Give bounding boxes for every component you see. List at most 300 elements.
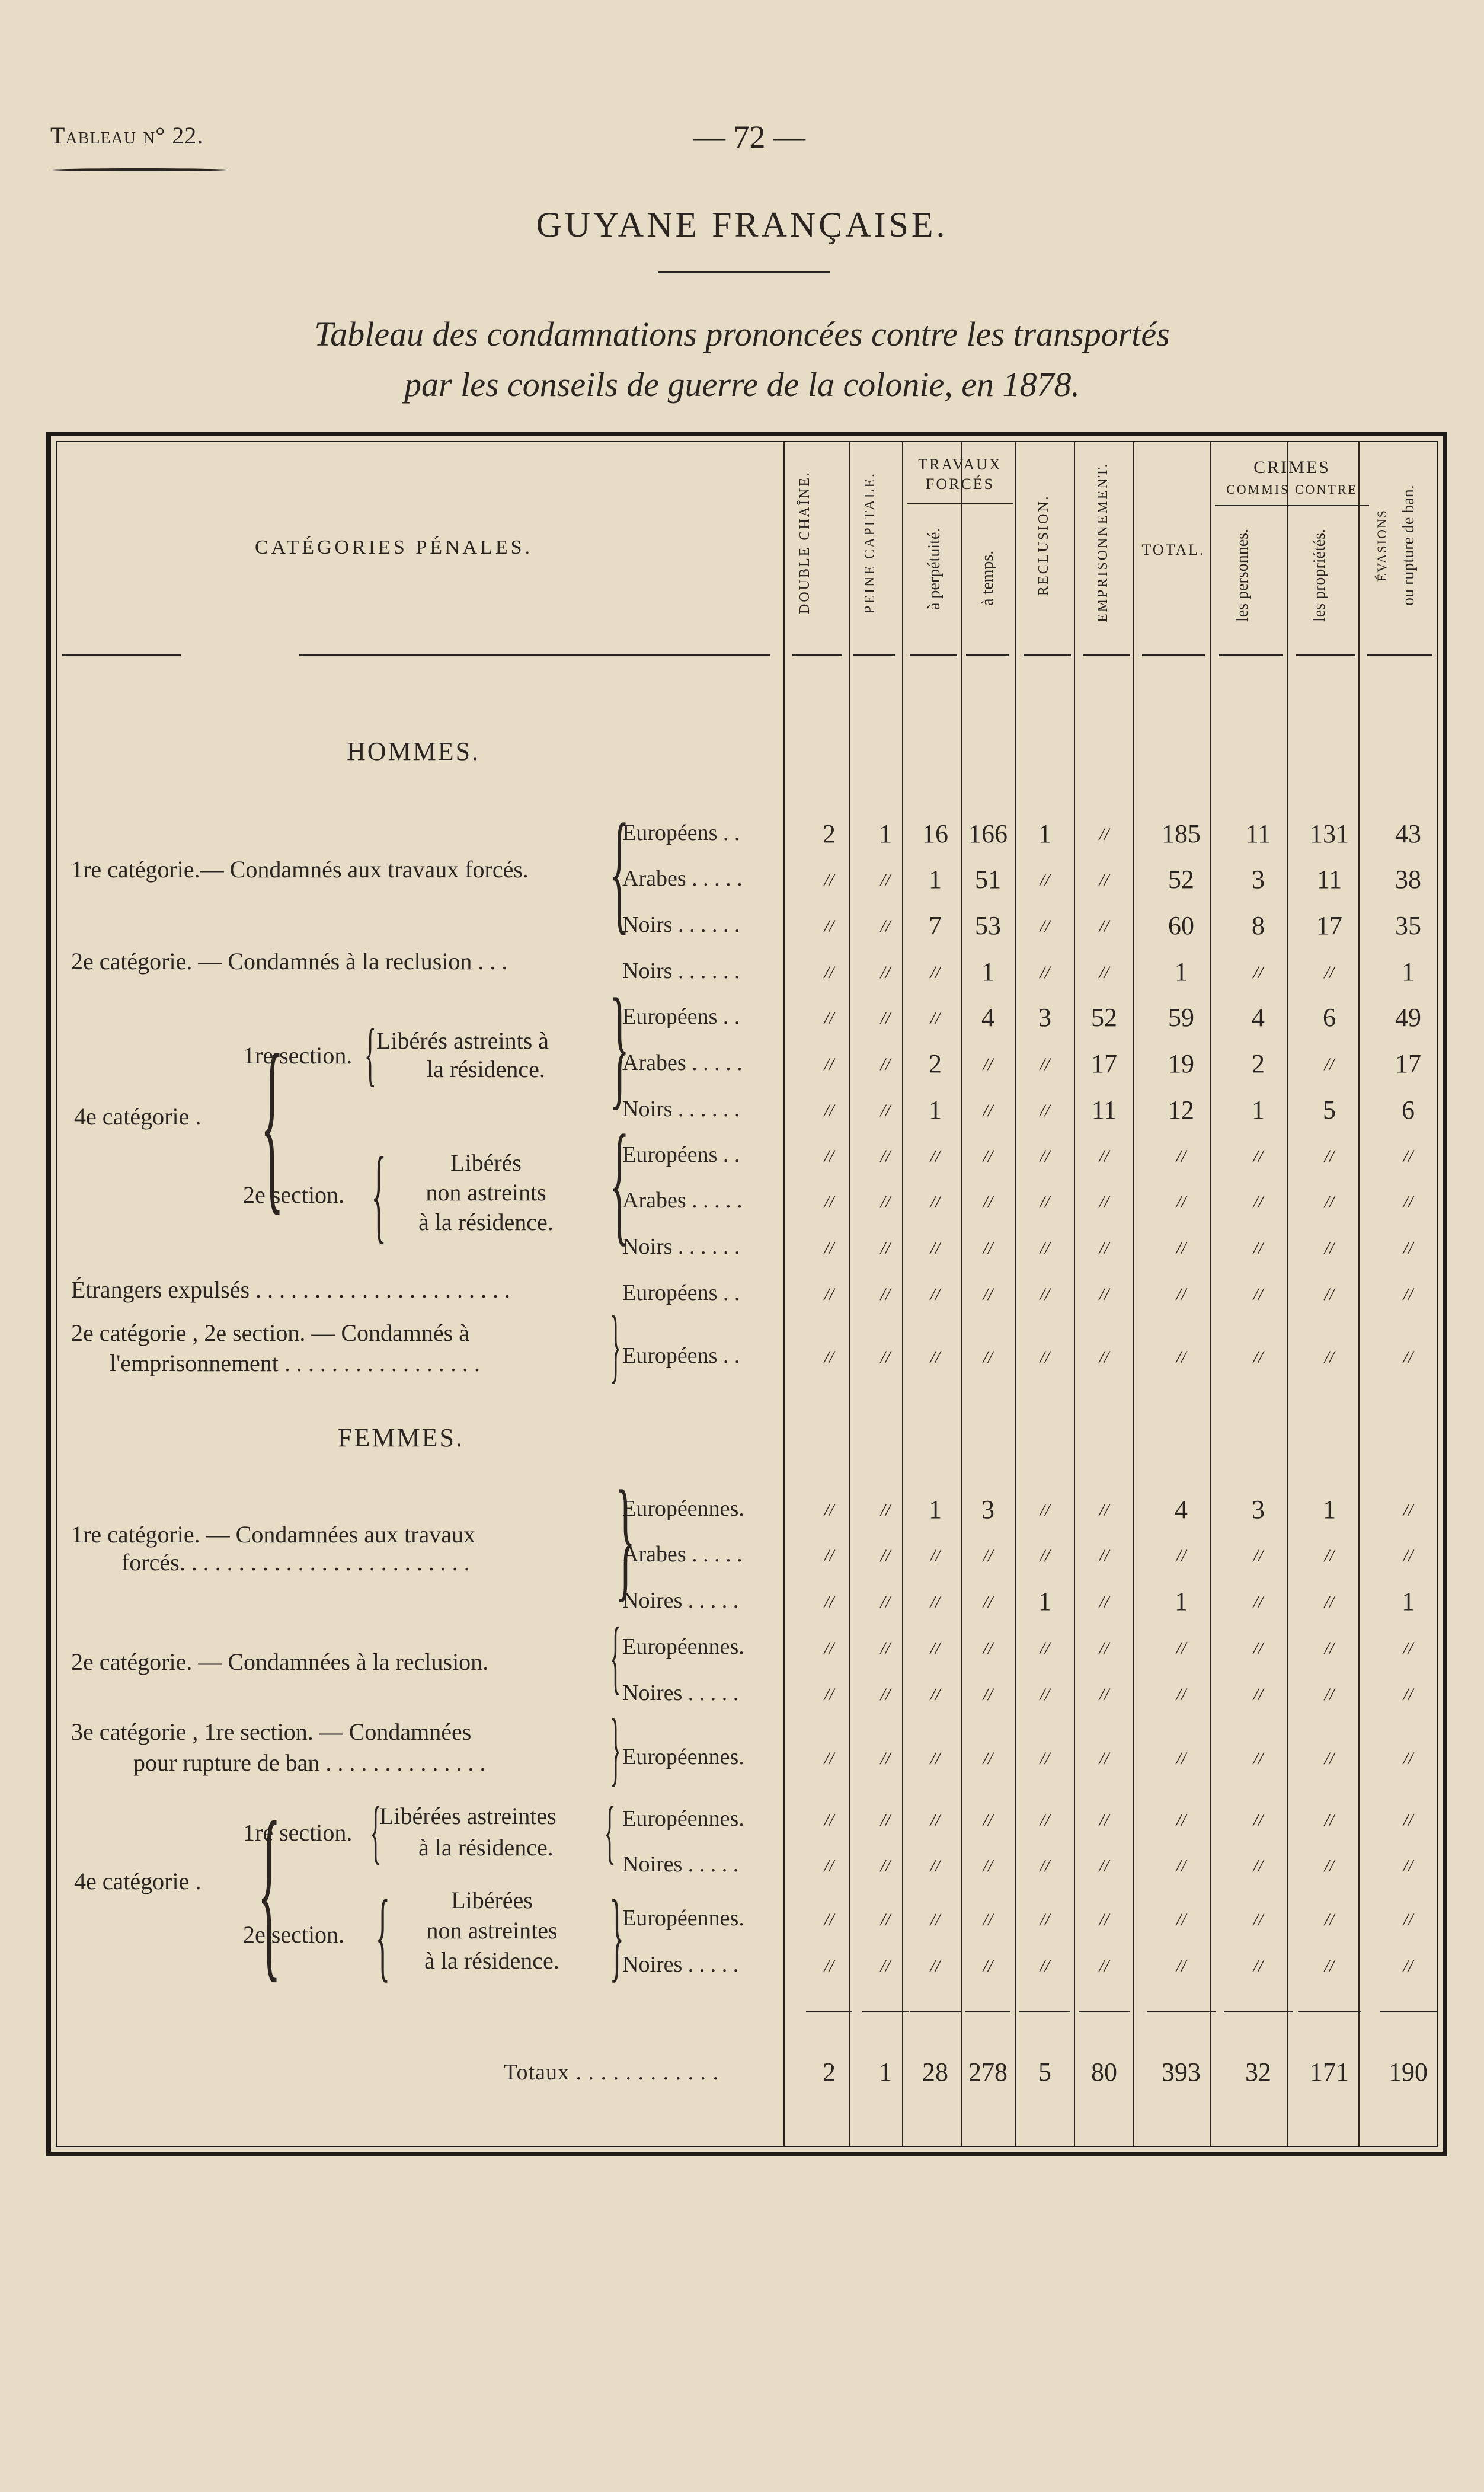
table-cell: // — [983, 1638, 993, 1658]
table-cell: 3 — [1038, 1003, 1051, 1032]
totaux-label: Totaux . . . . . . . . . . . . — [504, 2060, 719, 2085]
row-ethnicity: Noires . . . . . — [622, 1588, 739, 1613]
table-cell: // — [1324, 1192, 1335, 1212]
table-cell: 43 — [1395, 819, 1421, 848]
table-cell: // — [824, 1055, 834, 1074]
table-cell: // — [1403, 1749, 1413, 1768]
table-cell: 6 — [1402, 1095, 1415, 1124]
table-cell: // — [1176, 1285, 1186, 1304]
table-cell: // — [880, 963, 891, 982]
header-total: TOTAL. — [1141, 541, 1205, 558]
table-cell: // — [1176, 1749, 1186, 1768]
table-cell: // — [1253, 1956, 1264, 1976]
table-cell: // — [880, 1146, 891, 1166]
f-categorie-4: 4e catégorie . — [74, 1868, 202, 1894]
table-cell: // — [1324, 1146, 1335, 1166]
table-cell: 4 — [1175, 1495, 1188, 1524]
table-cell: 3 — [1252, 1495, 1265, 1524]
header-double-chaine: DOUBLE CHAÎNE. — [797, 471, 813, 614]
table-cell: // — [1040, 1055, 1050, 1074]
table-cell: // — [880, 1638, 891, 1658]
table-cell: // — [1040, 963, 1050, 982]
table-cell: 185 — [1162, 819, 1201, 848]
table-cell: // — [1176, 1347, 1186, 1367]
h-categorie-2-section-2: 2e catégorie , 2e section. — Condamnés à — [71, 1320, 469, 1346]
header-separator — [1296, 654, 1355, 656]
table-cell: // — [880, 1347, 891, 1367]
table-cell: // — [1403, 1810, 1413, 1830]
brace: { — [371, 1135, 387, 1253]
row-ethnicity: Noirs . . . . . . — [622, 1097, 740, 1122]
table-cell: // — [880, 1192, 891, 1212]
table-cell: // — [824, 1592, 834, 1612]
table-cell: // — [1403, 1285, 1413, 1304]
h-categorie-2: 2e catégorie. — Condamnés à la reclusion . . . — [71, 948, 508, 975]
totals-rule — [1147, 2011, 1216, 2012]
table-cell: // — [1403, 1910, 1413, 1929]
table-cell: 1 — [1175, 1587, 1188, 1616]
header-separator — [966, 654, 1009, 656]
table-cell: 11 — [1316, 865, 1342, 894]
table-cell: // — [824, 1956, 834, 1976]
table-cell: // — [880, 1956, 891, 1976]
table-cell: // — [1040, 1910, 1050, 1929]
table-cell: // — [824, 963, 834, 982]
header-crimes: CRIMES — [1253, 458, 1331, 477]
table-cell: // — [1403, 1856, 1413, 1876]
table-cell: 1 — [1323, 1495, 1336, 1524]
h-etrangers-expulses: Étrangers expulsés . . . . . . . . . . . . . . . . . . . . . . — [71, 1276, 511, 1303]
table-cell: // — [930, 1856, 941, 1876]
row-ethnicity: Noirs . . . . . . — [622, 912, 740, 937]
table-cell: // — [930, 1546, 941, 1566]
table-cell: // — [1099, 1146, 1109, 1166]
table-cell: 52 — [1168, 865, 1194, 894]
header-commis-contre: COMMIS CONTRE — [1226, 482, 1358, 497]
row-ethnicity: Européens . . — [622, 1280, 740, 1305]
table-cell: // — [1253, 963, 1264, 982]
table-cell: // — [983, 1146, 993, 1166]
table-cell: // — [1176, 1146, 1186, 1166]
totals-rule — [1019, 2011, 1070, 2012]
row-ethnicity: Noirs . . . . . . — [622, 1234, 740, 1259]
row-ethnicity: Européens . . — [622, 1343, 740, 1368]
table-cell: // — [1324, 1546, 1335, 1566]
table-cell: // — [880, 1856, 891, 1876]
table-cell: 1 — [1402, 957, 1415, 986]
table-cell: // — [1324, 1856, 1335, 1876]
f-categorie-3: pour rupture de ban . . . . . . . . . . . . . . — [133, 1749, 486, 1776]
table-cell: // — [824, 1008, 834, 1028]
totals-rule — [806, 2011, 852, 2012]
table-cell: // — [983, 1956, 993, 1976]
table-cell: // — [1040, 1810, 1050, 1830]
table-cell: // — [1403, 1347, 1413, 1367]
table-cell: 1 — [1038, 1587, 1051, 1616]
table-cell: // — [880, 1101, 891, 1120]
table-cell: // — [1403, 1685, 1413, 1704]
table-cell: // — [1324, 1285, 1335, 1304]
table-cell: // — [1099, 1685, 1109, 1704]
table-cell: // — [1324, 1638, 1335, 1658]
table-cell: // — [1324, 1055, 1335, 1074]
brace: { — [603, 1792, 616, 1871]
table-cell: // — [824, 1285, 834, 1304]
table-cell: 11 — [1091, 1095, 1117, 1124]
table-cell: // — [1099, 1347, 1109, 1367]
table-cell: // — [1253, 1749, 1264, 1768]
total-cell: 28 — [922, 2058, 948, 2087]
table-cell: // — [824, 1347, 834, 1367]
h-section-1-desc: Libérés astreints à — [376, 1027, 549, 1054]
total-cell: 190 — [1389, 2058, 1428, 2087]
row-ethnicity: Arabes . . . . . — [622, 1188, 743, 1213]
brace: { — [260, 1015, 284, 1231]
table-cell: // — [880, 1910, 891, 1929]
table-cell: // — [983, 1347, 993, 1367]
table-cell: // — [1099, 870, 1109, 890]
table-cell: // — [1099, 963, 1109, 982]
header-separator — [1367, 654, 1432, 656]
table-cell: // — [1324, 963, 1335, 982]
h-categorie-2-section-2: l'emprisonnement . . . . . . . . . . . . . . . . . — [110, 1350, 480, 1376]
table-cell: // — [1040, 1347, 1050, 1367]
column-rule — [783, 442, 785, 2146]
h-section-2-desc: Libérés — [450, 1149, 522, 1176]
table-cell: // — [1040, 870, 1050, 890]
table-cell: 11 — [1245, 819, 1271, 848]
brace: } — [609, 1299, 622, 1391]
table-cell: // — [1099, 1910, 1109, 1929]
f-categorie-1: 1re catégorie. — Condamnées aux travaux — [71, 1521, 475, 1548]
table-cell: // — [1040, 1238, 1050, 1258]
f-section-1: 1re section. — [243, 1819, 353, 1846]
table-cell: // — [1253, 1592, 1264, 1612]
table-cell: // — [880, 1238, 891, 1258]
totals-rule — [1224, 2011, 1293, 2012]
table-cell: 35 — [1395, 911, 1421, 940]
total-cell: 1 — [879, 2058, 892, 2087]
table-cell: // — [1324, 1685, 1335, 1704]
table-cell: 1 — [929, 865, 942, 894]
table-cell: 1 — [1402, 1587, 1415, 1616]
brace: { — [257, 1782, 282, 1999]
table-cell: // — [1040, 1749, 1050, 1768]
row-ethnicity: Noires . . . . . — [622, 1852, 739, 1877]
table-cell: 1 — [1252, 1095, 1265, 1124]
table-cell: // — [1040, 1856, 1050, 1876]
row-ethnicity: Arabes . . . . . — [622, 866, 743, 891]
total-cell: 32 — [1245, 2058, 1271, 2087]
row-ethnicity: Européens . . — [622, 1142, 740, 1167]
f-section-2-desc: à la résidence. — [424, 1947, 559, 1974]
table-cell: // — [1040, 1285, 1050, 1304]
table-cell: // — [1176, 1546, 1186, 1566]
table-cell: // — [1253, 1810, 1264, 1830]
subtitle-line-1: Tableau des condamnations prononcées contre les transportés — [314, 315, 1170, 353]
header-emprisonnement: EMPRISONNEMENT. — [1095, 462, 1111, 623]
total-cell: 2 — [823, 2058, 836, 2087]
table-cell: // — [880, 1500, 891, 1520]
brace: { — [375, 1880, 391, 1991]
table-cell: 17 — [1395, 1049, 1421, 1078]
header-personnes: les personnes. — [1233, 528, 1252, 622]
header-peine-capitale: PEINE CAPITALE. — [862, 471, 878, 614]
table-cell: 2 — [1252, 1049, 1265, 1078]
table-cell: // — [1403, 1238, 1413, 1258]
table-cell: 1 — [929, 1495, 942, 1524]
table-cell: 131 — [1310, 819, 1349, 848]
row-ethnicity: Européennes. — [622, 1745, 744, 1769]
table-cell: // — [1324, 1238, 1335, 1258]
total-cell: 5 — [1038, 2058, 1051, 2087]
f-section-1-desc: Libérées astreintes — [379, 1803, 556, 1829]
table-cell: // — [930, 1192, 941, 1212]
totals-rule — [1298, 2011, 1361, 2012]
table-cell: 17 — [1091, 1049, 1117, 1078]
table-cell: // — [880, 1546, 891, 1566]
table-cell: // — [930, 1910, 941, 1929]
header-a-temps: à temps. — [978, 550, 997, 606]
row-ethnicity: Noires . . . . . — [622, 1952, 739, 1977]
table-cell: // — [930, 1810, 941, 1830]
header-separator — [910, 654, 957, 656]
row-ethnicity: Arabes . . . . . — [622, 1050, 743, 1075]
totals-rule — [965, 2011, 1010, 2012]
h-section-2-desc: non astreints — [426, 1179, 546, 1206]
totals-rule — [910, 2011, 961, 2012]
table-cell: // — [1040, 1546, 1050, 1566]
row-ethnicity: Européennes. — [622, 1634, 744, 1659]
table-cell: 1 — [981, 957, 994, 986]
table-cell: // — [1040, 1685, 1050, 1704]
brace: } — [609, 970, 629, 1122]
brace: { — [609, 1611, 622, 1702]
table-cell: // — [1176, 1685, 1186, 1704]
table-cell: 6 — [1323, 1003, 1336, 1032]
table-cell: // — [824, 1546, 834, 1566]
row-ethnicity: Européennes. — [622, 1806, 744, 1831]
table-cell: 19 — [1168, 1049, 1194, 1078]
totals-rule — [862, 2011, 909, 2012]
table-cell: // — [824, 1500, 834, 1520]
brace: { — [369, 1792, 382, 1871]
brace: } — [609, 1702, 622, 1794]
table-cell: // — [1040, 1146, 1050, 1166]
total-cell: 278 — [968, 2058, 1008, 2087]
table-cell: // — [1403, 1638, 1413, 1658]
brace: { — [609, 795, 629, 947]
table-cell: // — [1324, 1347, 1335, 1367]
table-cell: // — [1253, 1638, 1264, 1658]
header-separator — [299, 654, 770, 656]
table-cell: // — [930, 1638, 941, 1658]
table-cell: // — [1176, 1956, 1186, 1976]
row-ethnicity: Noirs . . . . . . — [622, 959, 740, 983]
table-cell: // — [983, 1101, 993, 1120]
table-cell: // — [1040, 1192, 1050, 1212]
table-cell: 60 — [1168, 911, 1194, 940]
table-cell: // — [824, 1749, 834, 1768]
f-section-2-desc: Libérées — [451, 1887, 533, 1913]
table-cell: // — [1403, 1956, 1413, 1976]
table-cell: // — [983, 1810, 993, 1830]
table-cell: 1 — [929, 1095, 942, 1124]
table-cell: // — [983, 1238, 993, 1258]
table-cell: // — [880, 1685, 891, 1704]
table-cell: // — [824, 870, 834, 890]
f-section-2: 2e section. — [243, 1921, 345, 1948]
header-separator — [853, 654, 895, 656]
total-cell: 80 — [1091, 2058, 1117, 2087]
table-cell: // — [930, 1685, 941, 1704]
table-cell: // — [930, 1347, 941, 1367]
table-cell: // — [1253, 1910, 1264, 1929]
table-cell: // — [1099, 1749, 1109, 1768]
page-title: GUYANE FRANÇAISE. — [536, 205, 948, 244]
table-cell: // — [824, 916, 834, 936]
header-group-rule — [907, 503, 1013, 504]
table-cell: // — [1099, 1638, 1109, 1658]
totals-rule — [1380, 2011, 1437, 2012]
table-cell: // — [1253, 1238, 1264, 1258]
page-number: — 72 — — [693, 119, 805, 155]
title-rule — [658, 271, 830, 273]
table-cell: // — [930, 1146, 941, 1166]
row-ethnicity: Européennes. — [622, 1906, 744, 1931]
table-cell: // — [824, 1856, 834, 1876]
h-section-2: 2e section. — [243, 1181, 345, 1208]
table-cell: // — [1324, 1956, 1335, 1976]
row-ethnicity: Noires . . . . . — [622, 1680, 739, 1705]
h-categorie-1: 1re catégorie.— Condamnés aux travaux forcés. — [71, 856, 529, 883]
brace: { — [364, 1014, 376, 1093]
header-separator — [1083, 654, 1130, 656]
table-cell: // — [1176, 1638, 1186, 1658]
table-cell: // — [1176, 1856, 1186, 1876]
table-cell: // — [1099, 1500, 1109, 1520]
brace: } — [615, 1462, 635, 1614]
table-cell: // — [930, 1238, 941, 1258]
table-cell: // — [1040, 1638, 1050, 1658]
table-cell: // — [880, 1285, 891, 1304]
header-a-perpetuite: à perpétuité. — [925, 528, 944, 611]
row-ethnicity: Européens . . — [622, 1004, 740, 1029]
table-cell: 166 — [968, 819, 1008, 848]
table-cell: 2 — [929, 1049, 942, 1078]
f-categorie-2: 2e catégorie. — Condamnées à la reclusion. — [71, 1648, 489, 1675]
header-travaux-forces: TRAVAUX FORCÉS — [918, 456, 1002, 493]
table-cell: // — [930, 1749, 941, 1768]
table-cell: 8 — [1252, 911, 1265, 940]
decorative-rule — [50, 168, 228, 171]
section-hommes: HOMMES. — [347, 737, 481, 766]
table-cell: 1 — [879, 819, 892, 848]
table-cell: 2 — [823, 819, 836, 848]
table-cell: // — [824, 1192, 834, 1212]
table-cell: 49 — [1395, 1003, 1421, 1032]
table-cell: 12 — [1168, 1095, 1194, 1124]
table-cell: // — [1176, 1238, 1186, 1258]
table-cell: // — [824, 1910, 834, 1929]
header-separator — [1219, 654, 1283, 656]
table-cell: 38 — [1395, 865, 1421, 894]
table-cell: // — [983, 1910, 993, 1929]
table-cell: // — [824, 1146, 834, 1166]
f-categorie-1: forcés. . . . . . . . . . . . . . . . . . . . . . . . . — [121, 1549, 470, 1576]
table-cell: 59 — [1168, 1003, 1194, 1032]
table-cell: // — [1403, 1192, 1413, 1212]
table-cell: // — [1099, 1592, 1109, 1612]
header-separator — [1142, 654, 1205, 656]
table-cell: // — [1040, 1956, 1050, 1976]
table-cell: // — [1253, 1285, 1264, 1304]
table-cell: // — [1253, 1546, 1264, 1566]
f-section-2-desc: non astreintes — [426, 1917, 558, 1944]
table-cell: // — [824, 1101, 834, 1120]
h-section-2-desc: à la résidence. — [418, 1209, 554, 1235]
table-cell: // — [880, 1055, 891, 1074]
table-cell: // — [930, 963, 941, 982]
table-cell: // — [1040, 916, 1050, 936]
table-cell: // — [983, 1749, 993, 1768]
table-cell: // — [983, 1546, 993, 1566]
table-cell: // — [880, 1008, 891, 1028]
table-cell: // — [1324, 1810, 1335, 1830]
table-number: Tableau n° 22. — [50, 122, 204, 149]
h-section-1: 1re section. — [243, 1042, 353, 1069]
table-cell: // — [1253, 1146, 1264, 1166]
table-cell: // — [1099, 1285, 1109, 1304]
table-cell: 16 — [922, 819, 948, 848]
row-ethnicity: Arabes . . . . . — [622, 1542, 743, 1567]
table-cell: // — [1253, 1685, 1264, 1704]
header-categories: CATÉGORIES PÉNALES. — [255, 536, 533, 558]
table-cell: 4 — [1252, 1003, 1265, 1032]
table-cell: // — [983, 1685, 993, 1704]
table-cell: 1 — [1175, 957, 1188, 986]
table-cell: // — [1040, 1101, 1050, 1120]
table-cell: // — [1253, 1856, 1264, 1876]
table-cell: // — [880, 870, 891, 890]
table-cell: 5 — [1323, 1095, 1336, 1124]
table-cell: 1 — [1038, 819, 1051, 848]
table-cell: // — [1099, 1192, 1109, 1212]
subtitle-line-2: par les conseils de guerre de la colonie, en 1878. — [404, 365, 1080, 404]
table-cell: // — [930, 1008, 941, 1028]
table-cell: // — [1099, 1856, 1109, 1876]
table-cell: // — [880, 1749, 891, 1768]
table-cell: // — [824, 1685, 834, 1704]
table-cell: 52 — [1091, 1003, 1117, 1032]
table-cell: 53 — [975, 911, 1001, 940]
h-section-1-desc: la résidence. — [427, 1056, 545, 1082]
table-cell: 3 — [981, 1495, 994, 1524]
row-ethnicity: Européens . . — [622, 820, 740, 845]
table-cell: // — [824, 1810, 834, 1830]
table-cell: // — [1176, 1810, 1186, 1830]
table-cell: 7 — [929, 911, 942, 940]
column-rule — [1133, 442, 1134, 2146]
table-cell: 4 — [981, 1003, 994, 1032]
header-separator — [792, 654, 842, 656]
table-cell: // — [1099, 1238, 1109, 1258]
header-separator — [62, 654, 181, 656]
table-cell: // — [1324, 1910, 1335, 1929]
table-cell: // — [1099, 1546, 1109, 1566]
header-proprietes: les propriétés. — [1310, 528, 1329, 622]
table-cell: // — [880, 1592, 891, 1612]
